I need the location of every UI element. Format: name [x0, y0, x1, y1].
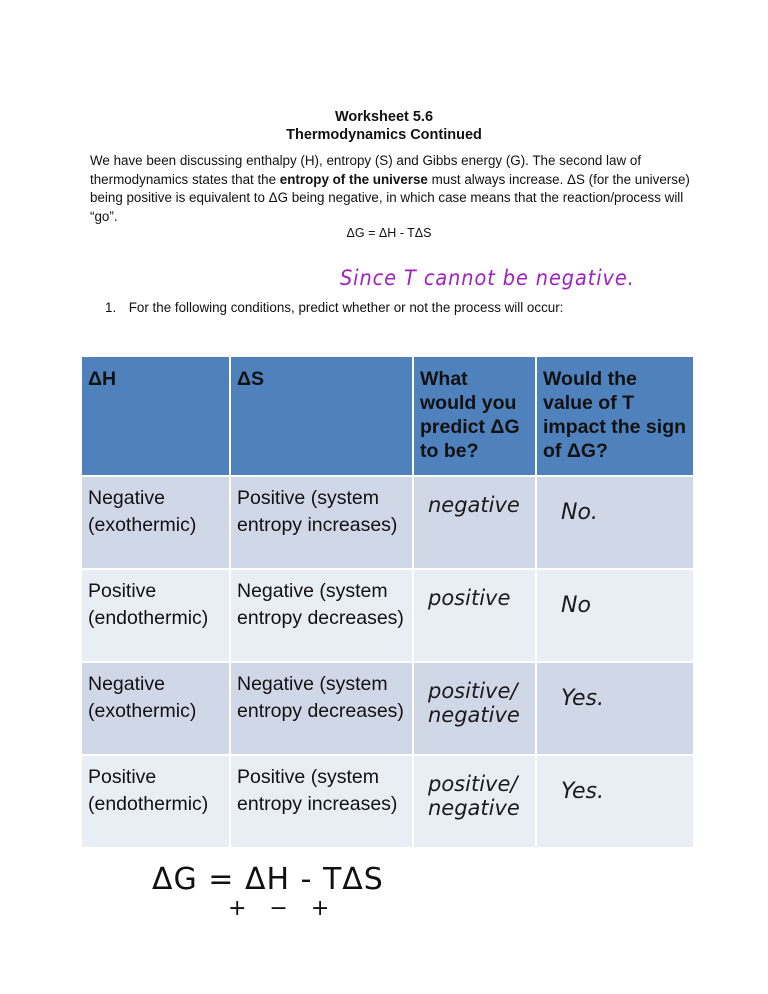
worksheet-title: Worksheet 5.6 — [334, 109, 434, 125]
table-row — [81, 755, 694, 848]
intro-text-1: We have been discussing enthalpy (H), entropy (S) and Gibbs energy (G). The second law of thermodynamics states that the — [90, 153, 642, 187]
header-delta-h: ΔH — [81, 356, 230, 476]
conditions-table — [80, 355, 695, 849]
gibbs-equation: ΔG = ΔH - TΔS — [346, 226, 432, 240]
cell-delta-s: Negative (system entropy decreases) — [230, 662, 413, 755]
question-text: For the following conditions, predict whether or not the process will occur: — [128, 300, 564, 315]
cell-delta-s: Negative (system entropy decreases) — [230, 569, 413, 662]
table-row — [81, 662, 694, 755]
cell-delta-h: Positive (endothermic) — [81, 755, 230, 848]
worksheet-subtitle: Thermodynamics Continued — [286, 127, 482, 143]
cell-dg-answer: positive — [413, 569, 536, 662]
cell-dg-answer: positive/ negative — [413, 755, 536, 848]
header-delta-s: ΔS — [230, 356, 413, 476]
handwritten-signs: + − + — [228, 896, 338, 921]
intro-paragraph — [90, 152, 700, 226]
cell-dg-answer: positive/ negative — [413, 662, 536, 755]
cell-t-answer: Yes. — [536, 755, 694, 848]
cell-t-answer: No — [536, 569, 694, 662]
cell-delta-s: Positive (system entropy increases) — [230, 755, 413, 848]
cell-delta-s: Positive (system entropy increases) — [230, 476, 413, 569]
header-t-impact: Would the value of T impact the sign of ΔG? — [536, 356, 694, 476]
cell-delta-h: Negative (exothermic) — [81, 476, 230, 569]
cell-t-answer: No. — [536, 476, 694, 569]
question-1 — [105, 300, 563, 315]
cell-delta-h: Positive (endothermic) — [81, 569, 230, 662]
table-header-row — [81, 356, 694, 476]
cell-delta-h: Negative (exothermic) — [81, 662, 230, 755]
intro-text-2: must always increase. ΔS (for the universe) being positive is equivalent to ΔG being negative, in which case means that the reaction/process will “go”. — [90, 171, 690, 224]
question-number: 1. — [105, 300, 117, 315]
cell-t-answer: Yes. — [536, 662, 694, 755]
handwritten-note: Since T cannot be negative. — [340, 266, 635, 290]
intro-bold-text: entropy of the universe — [279, 171, 428, 187]
table-row — [81, 476, 694, 569]
header-predict-dg: What would you predict ΔG to be? — [413, 356, 536, 476]
handwritten-equation: ΔG = ΔH - TΔS — [152, 862, 384, 897]
cell-dg-answer: negative — [413, 476, 536, 569]
table-row — [81, 569, 694, 662]
